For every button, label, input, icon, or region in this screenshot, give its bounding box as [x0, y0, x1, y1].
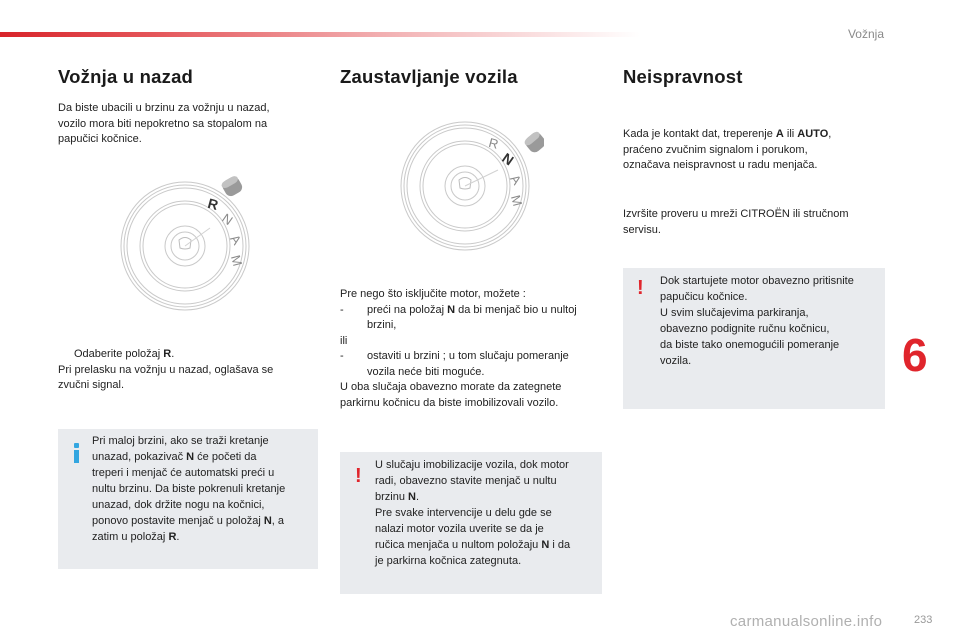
gear-label-m: M — [507, 193, 526, 208]
page-number: 233 — [914, 614, 933, 626]
gear-label-a: A — [227, 231, 245, 248]
gear-label-a: A — [507, 171, 525, 188]
col3-title: Neispravnost — [623, 66, 743, 87]
gear-label-n: N — [219, 210, 236, 229]
gear-label-n: N — [499, 149, 517, 169]
col2-title: Zaustavljanje vozila — [340, 66, 518, 87]
col3-paragraph-fault: Kada je kontakt dat, treperenje A ili AUTO, praćeno zvučnim signalom i porukom, označava neispravnost u radu menjača. — [623, 128, 832, 171]
chapter-number: 6 — [902, 329, 928, 381]
warning-note-box-starting: ! Dok startujete motor obavezno pritisnite papučicu kočnice. U svim slučajevima parkiranja, obavezno podignite ručnu kočnicu, da biste tako onemogućili pomeranje vozila. — [623, 268, 885, 409]
header-accent-bar — [0, 32, 640, 37]
section-name: Vožnja — [847, 27, 884, 41]
gear-label-r: R — [487, 134, 501, 152]
col1-title: Vožnja u nazad — [58, 66, 194, 87]
col2-body: Pre nego što isključite motor, možete : - preći na položaj N da bi menjač bio u nultoj brzini, ili - ostaviti u brzini ; u tom slučaju pomeranje vozila neće biti moguće. U oba slučaja obavezno morate da zategnete parkirnu kočnicu da biste imobilizovali vozilo. — [340, 288, 577, 409]
col1-intro: Da biste ubacili u brzinu za vožnju u nazad, vozilo mora biti nepokretno sa stopalom na papučici kočnice. — [58, 102, 270, 145]
watermark: carmanualsonline.info — [730, 613, 883, 630]
col3-paragraph-service: Izvršite proveru u mreži CITROËN ili stručnom servisu. — [623, 208, 849, 236]
warning-note-box-immobilization: ! U slučaju imobilizacije vozila, dok motor radi, obavezno stavite menjač u nultu brzinu N. Pre svake intervencije u delu gde se nalazi motor vozila uverite se da je ručica menjača u nultom položaju N i da je parkirna kočnica zategnuta. — [340, 452, 602, 594]
warning-exclamation-icon: ! — [637, 277, 644, 299]
info-note-box: Pri maloj brzini, ako se traži kretanje unazad, pokazivač N će početi da treperi i menjač će automatski preći u nultu brzinu. Da biste pokrenuli kretanje unazad, dok držite nogu na kočnici, ponovo postavite menjač u položaj N, a zatim u položaj R. — [58, 429, 318, 569]
gear-selector-neutral-illustration — [390, 112, 544, 252]
gear-selector-reverse-illustration — [110, 172, 264, 312]
warning-exclamation-icon: ! — [355, 465, 362, 487]
gear-label-m: M — [227, 253, 246, 268]
gear-label-r: R — [206, 194, 221, 214]
info-icon — [73, 443, 81, 463]
col1-step: Odaberite položaj R. Pri prelasku na vožnju u nazad, oglašava se zvučni signal. — [58, 348, 274, 391]
